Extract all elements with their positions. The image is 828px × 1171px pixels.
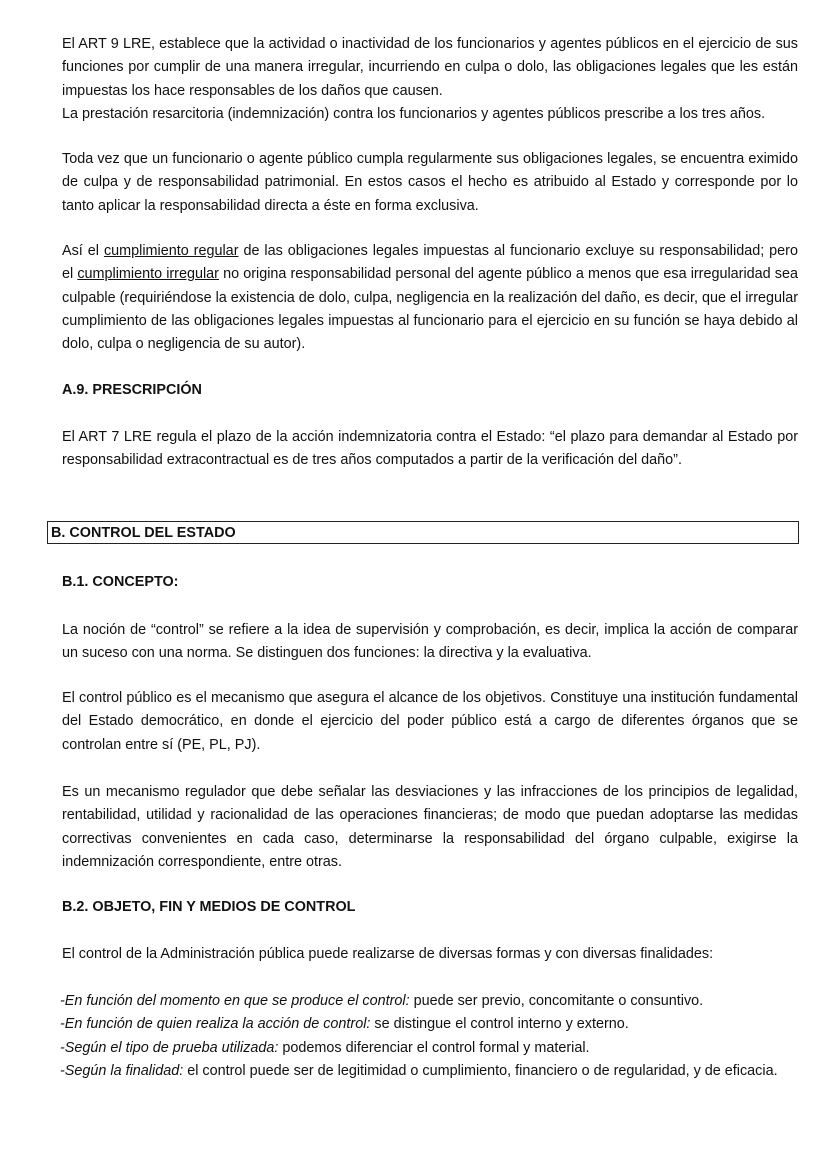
text-fragment: Así el xyxy=(62,243,104,259)
section-title-control-estado: B. CONTROL DEL ESTADO xyxy=(51,525,236,541)
text-fragment: de las obligaciones legales impuestas al funcionario excluye su responsabilidad; pero el xyxy=(62,243,798,283)
heading-b2-objeto: B.2. OBJETO, FIN Y MEDIOS DE CONTROL xyxy=(62,899,356,915)
paragraph-art7: El ART 7 LRE regula el plazo de la acción indemnizatoria contra el Estado: “el plazo para demandar al Estado por responsabilidad extracontractual es de tres años computados a partir de la verificación del daño”. xyxy=(62,429,798,469)
paragraph-admin-control: El control de la Administración pública puede realizarse de diversas formas y con diversas finalidades: xyxy=(62,946,714,962)
control-types-list xyxy=(60,990,798,1083)
section-header-box xyxy=(47,521,799,544)
list-item xyxy=(60,1013,798,1036)
list-item-label: -Según la finalidad: xyxy=(60,1062,184,1079)
list-item-label: -Según el tipo de prueba utilizada: xyxy=(60,1039,279,1056)
list-item xyxy=(60,1060,798,1083)
text-fragment: no origina responsabilidad personal del agente público a menos que esa irregularidad sea culpable (requiriéndose la existencia de dolo, culpa, negligencia en la realización del daño, es decir, que el irregular cumplimiento de las obligaciones legales impuestas al funcionario para el ejercicio en su función se haya debido al dolo, culpa o negligencia de su autor). xyxy=(62,266,798,353)
list-item-label: -En función del momento en que se produce el control: xyxy=(60,993,410,1009)
paragraph-regulating-mechanism: Es un mecanismo regulador que debe señalar las desviaciones y las infracciones de los principios de legalidad, rentabilidad, utilidad y racionalidad de las operaciones financieras; de modo que puedan adoptarse las medidas correctivas convenientes en cada caso, determinarse la responsabilidad del órgano culpable, exigirse la indemnización correspondiente, entre otras. xyxy=(62,784,798,870)
list-item xyxy=(60,990,798,1013)
heading-b1-concepto: B.1. CONCEPTO: xyxy=(62,574,179,590)
list-item-label: -En función de quien realiza la acción de control: xyxy=(60,1016,371,1033)
heading-a9-prescripcion: A.9. PRESCRIPCIÓN xyxy=(62,382,202,398)
list-item-text: puede ser previo, concomitante o consuntivo. xyxy=(409,993,704,1009)
underlined-term-irregular: cumplimiento irregular xyxy=(77,266,219,283)
list-item xyxy=(60,1037,798,1060)
paragraph-irregular-compliance xyxy=(62,240,798,356)
paragraph-public-control: El control público es el mecanismo que asegura el alcance de los objetivos. Constituye una institución fundamental del Estado democrático, en donde el ejercicio del poder público está a cargo de diferentes órganos que se controlan entre sí (PE, PL, PJ). xyxy=(62,690,798,753)
list-item-text: se distingue el control interno y externo. xyxy=(370,1016,629,1033)
paragraph-art9 xyxy=(62,33,798,126)
paragraph-regular-compliance: Toda vez que un funcionario o agente público cumpla regularmente sus obligaciones legales, se encuentra eximido de culpa y de responsabilidad patrimonial. En estos casos el hecho es atribuido al Estado y corresponde por lo tanto aplicar la responsabilidad directa a éste en forma exclusiva. xyxy=(62,151,798,214)
underlined-term-regular: cumplimiento regular xyxy=(103,243,239,259)
paragraph-notion-control: La noción de “control” se refiere a la idea de supervisión y comprobación, es decir, implica la acción de comparar un suceso con una norma. Se distinguen dos funciones: la directiva y la evaluativa. xyxy=(62,622,798,662)
paragraph-art9-text: El ART 9 LRE, establece que la actividad o inactividad de los funcionarios y agentes públicos en el ejercicio de sus funciones por cumplir de una manera irregular, incurriendo en culpa o dolo, las obligaciones legales que les están impuestas los hace responsables de los daños que causen. xyxy=(62,36,798,99)
list-item-text: el control puede ser de legitimidad o cumplimiento, financiero o de regularidad, y de eficacia. xyxy=(183,1062,778,1079)
paragraph-art9-prescription: La prestación resarcitoria (indemnización) contra los funcionarios y agentes públicos prescribe a los tres años. xyxy=(62,105,766,122)
list-item-text: podemos diferenciar el control formal y material. xyxy=(278,1039,590,1056)
